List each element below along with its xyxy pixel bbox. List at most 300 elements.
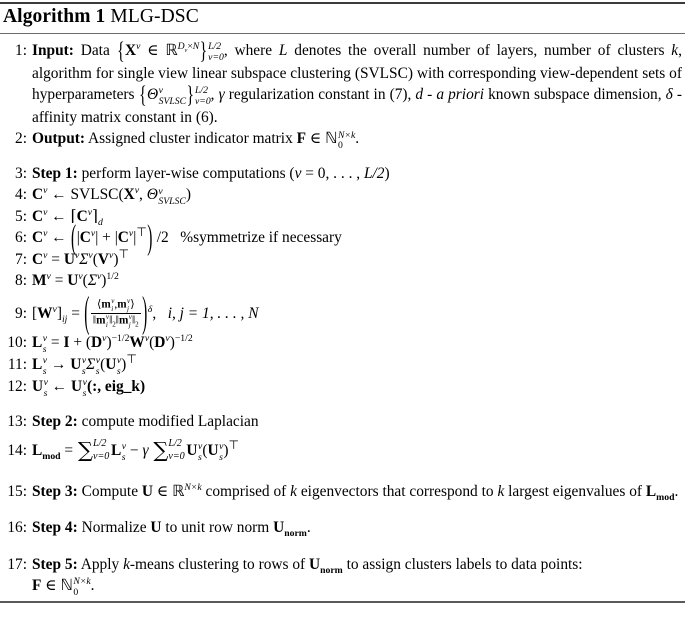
theta-index-lower: v=0 — [194, 96, 211, 108]
range-upper: L/2 — [363, 165, 385, 183]
natural-indices — [337, 131, 355, 151]
dim-D-sub-v: v — [184, 47, 188, 54]
theta-index-upper: L/2 — [194, 85, 208, 97]
inner-product-open: ⟨ — [96, 298, 102, 311]
line-content — [32, 517, 682, 539]
clause-clusters: clusters — [617, 42, 672, 59]
assign-arrow: ← — [51, 377, 68, 395]
clause-denotes: denotes the overall number of layers, number of — [287, 42, 611, 59]
line-label: Step 2: — [32, 412, 78, 430]
w-superscript-v: v — [52, 303, 57, 315]
subscript-d: d — [98, 217, 103, 229]
u-sub-s-1: s — [81, 365, 86, 377]
abs-bar-left-2: | — [114, 229, 118, 247]
matrix-U: U — [63, 251, 75, 269]
real-field-symbol: ℝ — [172, 482, 185, 500]
right-brace: } — [199, 38, 208, 65]
theta-set-bounds — [194, 86, 210, 106]
m-i-norm-sup: v — [105, 313, 110, 322]
spacer-before-step3 — [3, 466, 682, 481]
var-d: d — [415, 86, 424, 104]
equals-sign: = — [67, 305, 84, 323]
vector-m-j: m — [117, 298, 127, 311]
sigma-sub-s: s — [95, 365, 100, 377]
close-paren: ) — [384, 165, 390, 183]
equals-sign: = — [60, 441, 77, 459]
abs-bar-left: | — [76, 229, 80, 247]
line-label: Input: — [32, 42, 74, 59]
ls-indices — [121, 442, 126, 462]
matrix-L: L — [32, 333, 43, 351]
vector-m-i: m — [101, 298, 111, 311]
step3-mid-3: largest — [504, 482, 549, 500]
norm-bar-4: ‖ — [131, 314, 136, 327]
summation-2 — [153, 438, 185, 463]
line-number: 4: — [15, 186, 27, 204]
left-brace: { — [117, 38, 125, 65]
period: . — [90, 577, 95, 595]
element-of-sign: ∈ — [309, 130, 322, 148]
line-number: 2: — [15, 130, 27, 148]
line-content — [32, 376, 682, 398]
divide-two: /2 — [152, 229, 169, 247]
dims-superscript: N×k — [184, 481, 202, 493]
l-sup-v: v — [42, 355, 48, 366]
clause-regularization: regularization constant in (7), — [224, 86, 416, 104]
l-sub-s: s — [42, 365, 47, 377]
theta-subscript-svlsc: SVLSC — [158, 96, 187, 108]
algorithm-line-7 — [3, 246, 682, 270]
line-number: 13: — [7, 412, 27, 430]
matrix-C-1: C — [79, 229, 91, 247]
l-indices — [42, 356, 47, 376]
line-content — [32, 128, 682, 150]
line-content: $L_{mod}$ = ∑ L/2 v=0 L v s − γ ∑ L/2 v=0 U v s (U v s )⊤ — [32, 432, 682, 466]
var-k-1: k — [290, 482, 297, 500]
input-data-word: Data — [80, 42, 110, 59]
matrix-U-norm: U — [309, 555, 321, 573]
v-superscript-v: v — [109, 249, 114, 261]
x-superscript-v: v — [136, 40, 141, 52]
u-sub-s-1: s — [43, 387, 48, 399]
step3-mid-1: comprised of — [201, 482, 291, 500]
u-sup-v-2: v — [116, 355, 122, 366]
line-number: 15: — [7, 482, 27, 500]
minus-sign: − — [129, 441, 139, 459]
c-sup-v-1: v — [90, 228, 96, 240]
algorithm-line-5 — [3, 206, 682, 227]
var-k: k — [123, 555, 130, 573]
matrix-C-inner: C — [76, 208, 88, 226]
equals-sign: = — [50, 272, 68, 290]
d-sup-v-2: v — [165, 332, 170, 344]
sigma-symbol: Σ — [87, 272, 97, 290]
period: . — [674, 482, 679, 500]
line-label: Output: — [32, 130, 86, 148]
m-j-norm-sup: v — [128, 313, 132, 322]
line-label: Step 5: — [32, 555, 78, 573]
step5-mid-2: to assign clusters labels to data points: — [342, 555, 583, 573]
natural-numbers-symbol: ℕ — [325, 130, 338, 148]
dash-after-d: - — [423, 86, 437, 104]
step4-lead: Normalize — [81, 519, 151, 537]
truncate-right-bracket: ⌉ — [92, 208, 99, 226]
matrix-W: W — [129, 333, 145, 351]
var-k-2: k — [497, 482, 505, 500]
m-j-norm-sub: j — [128, 321, 131, 330]
u-sup-v-1: v — [198, 440, 203, 452]
matrix-U-2: U — [71, 377, 83, 395]
algorithm-line-17 — [3, 554, 682, 597]
step2-text: compute modified Laplacian — [81, 412, 259, 430]
algorithm-line-11 — [3, 351, 682, 377]
m-i-norm-sub: i — [105, 321, 108, 330]
matrix-U: U — [150, 519, 162, 537]
line-number: 16: — [7, 519, 27, 537]
matrix-U-2: U — [105, 355, 117, 373]
line-content — [32, 184, 682, 206]
u-indices-1 — [198, 442, 203, 462]
real-field-symbol: ℝ — [165, 42, 178, 59]
nat-superscript: N×k — [73, 576, 91, 588]
a-priori-italic: a priori — [436, 86, 485, 104]
sum-upper-limit-2: L/2 — [168, 438, 182, 450]
norm-bar-3: ‖ — [115, 314, 119, 327]
m-j-sup-v: v — [127, 296, 131, 305]
c-superscript-v: v — [43, 249, 48, 261]
subscript-norm: norm — [284, 528, 307, 540]
left-paren-big: ( — [71, 219, 77, 258]
power-half: 1/2 — [106, 270, 119, 282]
line-label: Step 4: — [32, 519, 78, 537]
matrix-D-2: D — [154, 333, 166, 351]
fraction-numerator: ⟨m v i ,m v j ⟩ — [96, 296, 135, 313]
theta-indices — [158, 187, 186, 207]
line-content — [32, 206, 682, 227]
clause-subspace-dimension: known subspace dimension, — [484, 86, 666, 104]
title-separator-rule — [0, 33, 685, 34]
ls-sup-v: v — [121, 440, 127, 452]
m-i-sub: i — [111, 304, 114, 313]
matrix-C-2: C — [117, 229, 129, 247]
abs-bar-right-2: | — [133, 229, 137, 247]
matrix-Ls: L — [110, 441, 122, 459]
sum-upper-limit-1: L/2 — [92, 438, 107, 450]
transpose-symbol: ⊤ — [228, 437, 239, 452]
sigma-sup-v: v — [95, 355, 101, 366]
plus-sign: + — [69, 333, 86, 351]
u-sup-v-1: v — [81, 355, 87, 366]
inline-comment: %symmetrize if necessary — [180, 229, 342, 247]
truncate-left-bracket: ⌈ — [70, 208, 77, 226]
summation-1 — [77, 438, 110, 463]
equals-sign: = — [47, 251, 64, 269]
fraction-denominator — [91, 313, 141, 329]
abs-bar-right: | — [95, 229, 99, 247]
gamma-symbol: γ — [218, 86, 225, 104]
summation-2-wrapper — [152, 436, 186, 466]
matrix-C: C — [32, 229, 44, 247]
subscript-mod: mod — [42, 450, 61, 462]
element-of-sign: ∈ — [156, 482, 169, 500]
comma: , — [139, 186, 147, 204]
theta-indices — [158, 86, 186, 106]
matrix-C: C — [32, 208, 44, 226]
matrix-L: L — [32, 355, 43, 373]
u-indices-2 — [219, 442, 224, 462]
algorithm-line-14 — [3, 432, 682, 466]
natural-numbers-symbol: ℕ — [60, 577, 73, 595]
spacer-before-step2 — [3, 398, 682, 411]
summation-1-wrapper — [77, 436, 111, 466]
u-superscript-v: v — [78, 270, 83, 282]
line-number: 11: — [7, 355, 27, 373]
l-sup-v: v — [42, 333, 48, 345]
theta-superscript-v: v — [158, 85, 163, 97]
theta-symbol: Θ — [146, 186, 158, 204]
svlsc-function: SVLSC( — [70, 186, 124, 204]
line-number: 6: — [15, 229, 27, 247]
assign-arrow: ← — [51, 208, 67, 226]
clause-hyperparameters: view-dependent sets of hyperparameters — [32, 64, 682, 104]
algorithm-body — [0, 40, 685, 597]
right-paren-big: ) — [142, 289, 148, 338]
matrix-C: C — [32, 186, 44, 204]
bottom-rule — [0, 601, 685, 603]
identity-matrix: I — [63, 333, 70, 351]
column-selection-args: (:, eig_k) — [86, 377, 146, 395]
matrix-D-1: D — [91, 333, 103, 351]
matrix-U-1: U — [70, 355, 82, 373]
norm-subscript-2a: 2 — [112, 320, 116, 329]
clause-svlsc: , algorithm for single view linear subspace clustering (SVLSC) with corresponding — [32, 42, 682, 82]
line-number: 8: — [15, 272, 27, 290]
sum-lower-limit-2: v=0 — [168, 451, 185, 463]
natural-indices — [73, 577, 91, 597]
times-sign: × — [187, 40, 193, 52]
u-sup-v-2: v — [82, 376, 87, 388]
assign-arrow: ← — [51, 229, 67, 247]
element-of-sign: ∈ — [147, 42, 159, 59]
u-sub-s-1: s — [198, 451, 202, 463]
step3-lead: Compute — [81, 482, 142, 500]
m-i-indices — [111, 298, 115, 312]
u-sub-s-2: s — [116, 365, 121, 377]
matrix-U-1: U — [186, 441, 198, 459]
u-indices-2 — [116, 356, 121, 376]
var-L: L — [278, 42, 288, 59]
delta-symbol: δ — [665, 86, 673, 104]
element-of-sign: ∈ — [45, 577, 57, 595]
var-k: k — [671, 42, 679, 59]
line-number: 3: — [15, 165, 27, 183]
matrix-M: M — [32, 272, 47, 290]
sigma-sum-glyph-1: ∑ — [77, 438, 93, 463]
algorithm-line-12 — [3, 376, 682, 398]
sigma-superscript-v: v — [96, 270, 102, 282]
line-content — [32, 481, 682, 503]
ls-sub-s: s — [121, 451, 126, 463]
line-number: 14: — [7, 441, 27, 459]
spacer-before-step4 — [3, 502, 682, 517]
assign-arrow: ← — [51, 186, 67, 204]
gamma-symbol: γ — [142, 441, 149, 459]
subscript-norm: norm — [320, 564, 343, 576]
output-lead-text: Assigned cluster indicator matrix — [88, 130, 297, 148]
theta-sup-v: v — [158, 185, 163, 197]
line-content: $M^v = U^v(\Sigma^v)^{1/2}$ — [32, 270, 119, 290]
sigma-symbol: Σ — [86, 355, 96, 373]
norm-bar-2: ‖ — [109, 314, 113, 327]
matrix-W: W — [37, 305, 53, 323]
u-sub-s-2: s — [82, 387, 87, 399]
equals-sign: = — [47, 333, 64, 351]
matrix-C: C — [32, 251, 44, 269]
m-j-sub: j — [127, 304, 130, 313]
data-matrix-X: X — [124, 42, 137, 59]
m-superscript-v: v — [46, 270, 51, 282]
norm-subscript-2b: 2 — [135, 320, 139, 329]
vector-m-j-norm: m — [118, 314, 129, 327]
step1-text: perform layer-wise computations ( — [81, 165, 295, 183]
dim-superscript — [178, 41, 200, 52]
right-paren-big: ) — [147, 219, 153, 258]
line-content — [32, 40, 682, 128]
step5-mid-1: -means clustering to rows of — [129, 555, 310, 573]
theta-sub-svlsc: SVLSC — [158, 196, 186, 208]
d-sup-v-1: v — [102, 332, 107, 344]
algorithm-line-2 — [3, 128, 682, 150]
nat-superscript: N×k — [337, 129, 356, 141]
sigma-symbol: Σ — [79, 251, 89, 269]
var-v: v — [294, 165, 302, 183]
line-number: 12: — [7, 377, 27, 395]
c-sup-v-2: v — [128, 228, 134, 240]
nat-subscript: 0 — [337, 140, 343, 152]
algorithm-line-16 — [3, 517, 682, 539]
period: . — [306, 519, 311, 537]
index-range-text: i, j = 1, . . . , N — [167, 305, 259, 323]
nat-subscript: 0 — [73, 587, 79, 599]
algorithm-title-keyword: Algorithm 1 — [3, 6, 106, 27]
inner-product-close: ⟩ — [130, 298, 135, 311]
u-sup-v-1: v — [43, 376, 48, 388]
line-content: $C^v = U^v\Sigma^v(V^v)^⊤$ — [32, 246, 129, 269]
period: . — [355, 130, 360, 148]
c-superscript-v-inner: v — [87, 207, 92, 219]
dim-D: D — [177, 40, 185, 52]
left-brace-theta: { — [139, 82, 147, 109]
l-sub-s: s — [42, 343, 47, 355]
transpose-symbol: ⊤ — [126, 351, 137, 366]
line-content — [32, 163, 682, 184]
m-i-sup-v: v — [111, 296, 115, 305]
power-neg-half-1: −1/2 — [111, 332, 130, 344]
spacer-after-output — [3, 150, 682, 163]
u-sub-s-2: s — [219, 451, 223, 463]
line-label: Step 1: — [32, 165, 78, 183]
matrix-X: X — [123, 186, 135, 204]
algorithm-line-15 — [3, 481, 682, 503]
algorithm-line-4 — [3, 184, 682, 206]
close-paren: ) — [185, 186, 191, 204]
norm-bar-1: ‖ — [92, 314, 97, 327]
right-brace-theta: } — [186, 82, 194, 109]
left-paren-big: ( — [84, 289, 90, 338]
step4-mid: to unit row norm — [161, 519, 274, 537]
cosine-similarity-fraction — [90, 298, 142, 329]
power-neg-half-2: −1/2 — [174, 332, 193, 344]
matrix-U-2: U — [207, 441, 219, 459]
range-equals: = 0, . . . , — [301, 165, 364, 183]
transpose-symbol: ⊤ — [118, 246, 129, 261]
matrix-F: F — [32, 577, 42, 595]
theta-symbol: Θ — [147, 86, 159, 104]
line-number: 7: — [15, 251, 27, 269]
matrix-U-1: U — [32, 377, 44, 395]
matrix-V: V — [97, 251, 109, 269]
x-superscript-v: v — [134, 185, 140, 197]
subscript-mod: mod — [656, 491, 675, 503]
matrix-L-mod: L — [32, 441, 43, 459]
u-indices-1 — [43, 378, 48, 398]
matrix-U-norm: U — [273, 519, 285, 537]
dim-N: N — [192, 40, 200, 52]
c-superscript-v: v — [43, 207, 48, 219]
clause-where: , where — [223, 42, 279, 59]
sigma-superscript-v: v — [88, 249, 93, 261]
decompose-arrow: → — [50, 355, 67, 373]
algorithm-line-10 — [3, 332, 682, 354]
plus-sign: + — [98, 229, 115, 247]
u-superscript-v: v — [74, 249, 80, 261]
line-content: L v s = $I + (D^v)^{-1/2}W^v(D^v)^{-1/2}$ — [32, 332, 193, 355]
line-content — [32, 554, 682, 597]
spacer-before-step5 — [3, 539, 682, 554]
delta-exponent: δ — [147, 303, 153, 315]
line-content: L v s → U v s Σ v s (U v s )⊤ — [32, 351, 137, 377]
line-number: 17: — [7, 555, 27, 573]
algorithm-line-3 — [3, 163, 682, 184]
algorithm-line-1 — [3, 40, 682, 128]
matrix-U: U — [141, 482, 154, 500]
step3-tail: eigenvalues of — [552, 482, 646, 500]
comma-after-theta: , — [210, 86, 219, 104]
sum-lower-limit-1: v=0 — [92, 451, 110, 463]
matrix-U: U — [67, 272, 79, 290]
c-superscript-v: v — [43, 228, 48, 240]
transpose-symbol: ⊤ — [136, 225, 147, 240]
line-number: 1: — [15, 42, 27, 59]
vector-m-i-norm: m — [96, 314, 106, 327]
c-superscript-v: v — [43, 185, 48, 197]
algorithm-line-13 — [3, 411, 682, 432]
line-number: 9: — [15, 305, 27, 323]
step5-lead: Apply — [80, 555, 124, 573]
sigma-indices — [95, 356, 100, 376]
set-index-bounds — [208, 42, 224, 62]
algorithm-title-name: MLG-DSC — [110, 6, 199, 27]
line-number: 5: — [15, 208, 27, 226]
w-sup-v: v — [144, 332, 150, 344]
set-index-upper: L/2 — [208, 41, 222, 53]
matrix-L-mod: L — [645, 482, 657, 500]
matrix-F: F — [296, 130, 307, 148]
step3-mid-2: eigenvectors that correspond to — [296, 482, 498, 500]
algorithm-title — [0, 4, 685, 31]
line-content — [32, 411, 682, 432]
clause-affinity-constant: - affinity matrix constant in (6). — [32, 86, 682, 126]
